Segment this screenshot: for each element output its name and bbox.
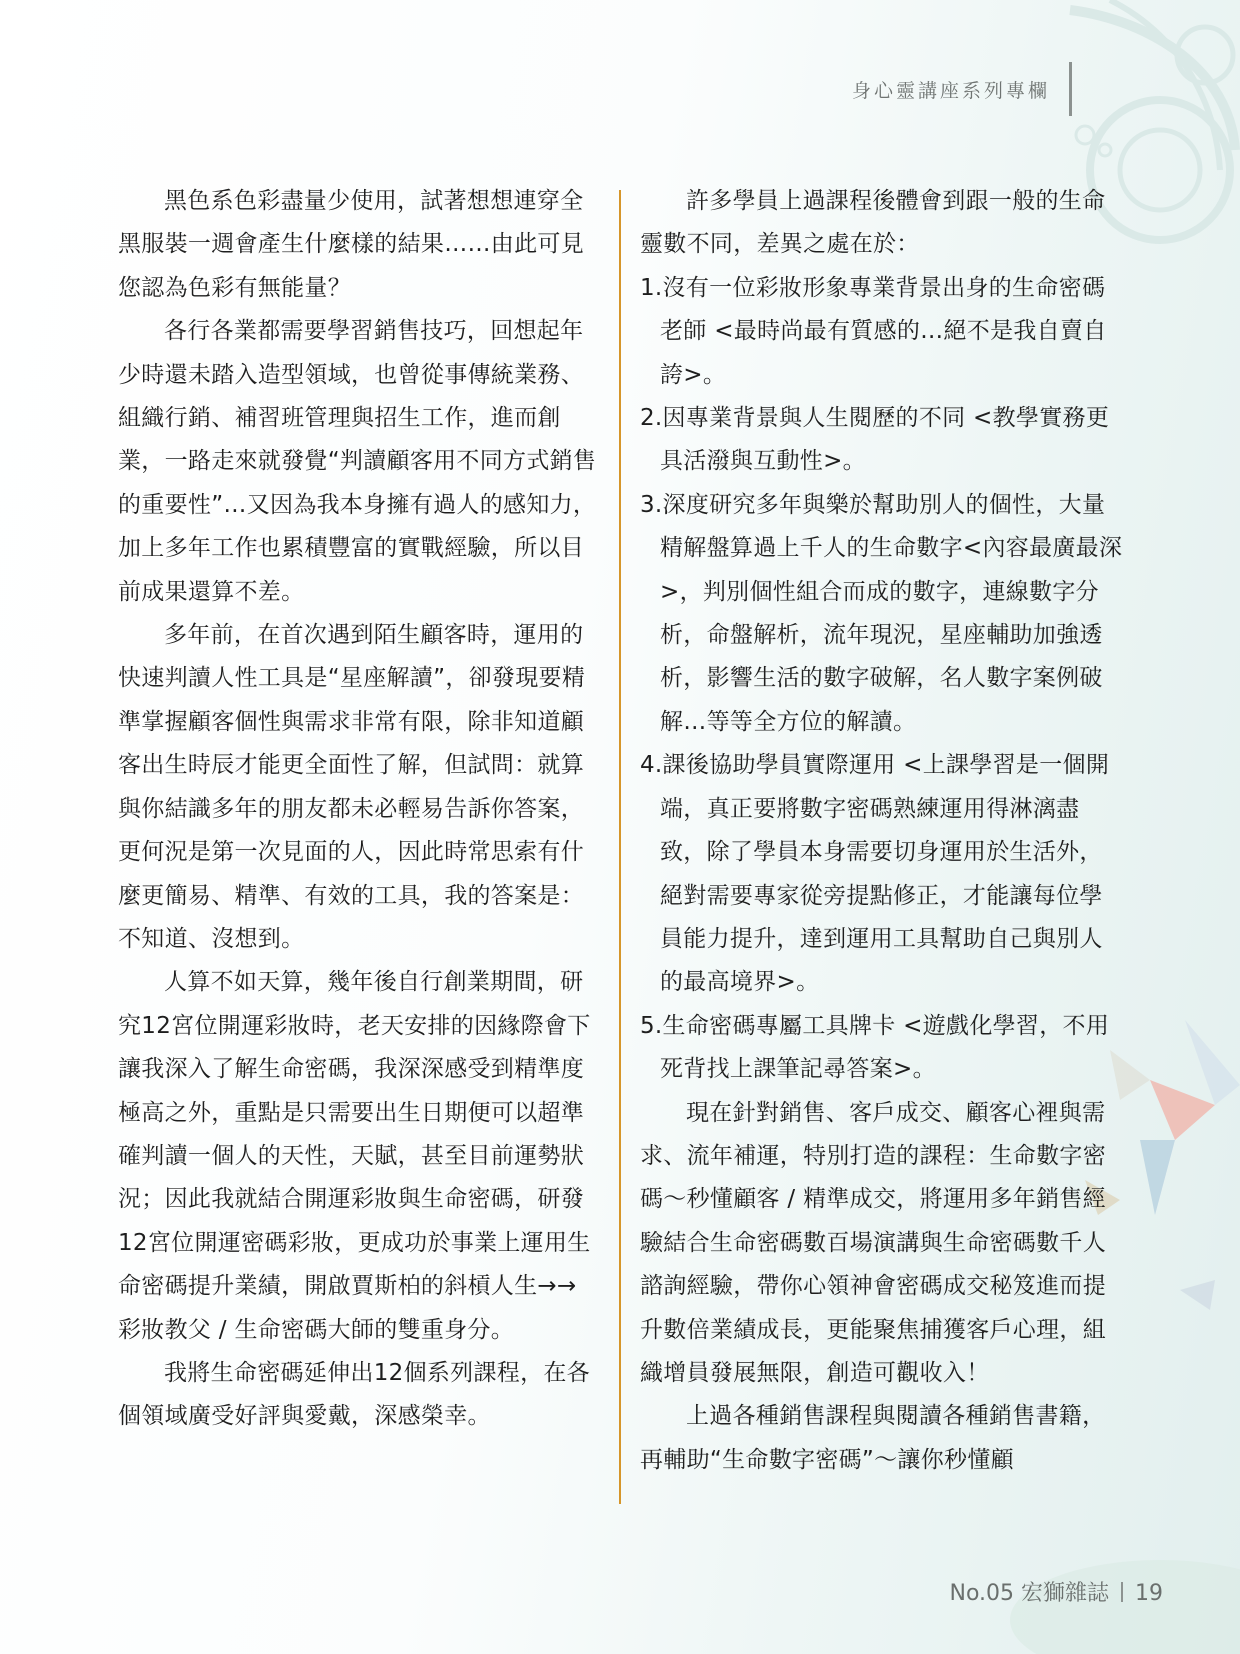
paragraph: 上過各種銷售課程與閱讀各種銷售書籍，再輔助“生命數字密碼”～讓你秒懂顧 (640, 1403, 1106, 1473)
left-column (118, 180, 598, 1439)
paragraph: 黑色系色彩盡量少使用，試著想想連穿全黑服裝一週會產生什麼樣的結果……由此可見您認為色彩有無能量？ (118, 188, 584, 301)
header-rule (1069, 62, 1072, 116)
list-item: 2.因專業背景與人生閱歷的不同 <教學實務更具活潑與互動性>。 (640, 405, 1110, 475)
list-item: 4.課後協助學員實際運用 <上課學習是一個開端，真正要將數字密碼熟練運用得淋漓盡致，除了學員本身需要切身運用於生活外，絕對需要專家從旁提點修正，才能讓每位學員能力提升，達到運用工具幫助自己與別人的最高境界>。 (640, 752, 1110, 996)
footer-separator (1121, 1582, 1123, 1602)
column-divider (619, 190, 621, 1504)
section-title: 身心靈講座系列專欄 (851, 80, 1050, 102)
bottom-glow (1010, 1560, 1240, 1654)
pinwheel-art (1110, 1020, 1240, 1215)
paragraph: 各行各業都需要學習銷售技巧，回想起年少時還未踏入造型領域，也曾從事傳統業務、組織行銷、補習班管理與招生工作，進而創業，一路走來就發覺“判讀顧客用不同方式銷售的重要性”…又因為我本身擁有過人的感知力，加上多年工作也累積豐富的實戰經驗，所以目前成果還算不差。 (118, 318, 597, 605)
paragraph: 人算不如天算，幾年後自行創業期間，研究12宮位開運彩妝時，老天安排的因緣際會下讓我深入了解生命密碼，我深深感受到精準度極高之外，重點是只需要出生日期便可以超準確判讀一個人的天性，天賦，甚至目前運勢狀況；因此我就結合開運彩妝與生命密碼，研發12宮位開運密碼彩妝，更成功於事業上運用生命密碼提升業績，開啟賈斯柏的斜槓人生→→彩妝教父 / 生命密碼大師的雙重身分。 (118, 969, 591, 1343)
paragraph: 許多學員上過課程後體會到跟一般的生命靈數不同，差異之處在於： (640, 188, 1106, 258)
list-item: 5.生命密碼專屬工具牌卡 <遊戲化學習，不用死背找上課筆記尋答案>。 (640, 1012, 1110, 1083)
page-number: 19 (1135, 1581, 1163, 1606)
list-item: 3.深度研究多年與樂於幫助別人的個性，大量精解盤算過上千人的生命數字<內容最廣最深>，判別個性組合而成的數字，連線數字分析，命盤解析，流年現況，星座輔助加強透析，影響生活的數字破解，名人數字案例破解…等等全方位的解讀。 (640, 491, 1123, 735)
paragraph: 多年前，在首次遇到陌生顧客時，運用的快速判讀人性工具是“星座解讀”，卻發現要精準掌握顧客個性與需求非常有限，除非知道顧客出生時辰才能更全面性了解，但試問：就算與你結識多年的朋友都未必輕易告訴你答案，更何況是第一次見面的人，因此時常思索有什麼更簡易、精準、有效的工具，我的答案是：不知道、沒想到。 (118, 622, 586, 952)
issue-label: No.05 宏獅雜誌 (949, 1581, 1109, 1606)
page-footer (949, 1576, 1163, 1607)
right-column (640, 180, 1124, 1482)
paragraph: 我將生命密碼延伸出12個系列課程，在各個領域廣受好評與愛戴，深感榮幸。 (118, 1359, 590, 1430)
paragraph: 現在針對銷售、客戶成交、顧客心裡與需求、流年補運，特別打造的課程：生命數字密碼～秒懂顧客 / 精準成交，將運用多年銷售經驗結合生命密碼數百場演講與生命密碼數千人諮詢經驗，帶你心領神會密碼成交秘笈進而提升數倍業績成長，更能聚焦捕獲客戶心理，組織增員發展無限，創造可觀收入！ (640, 1099, 1106, 1386)
list-item: 1.沒有一位彩妝形象專業背景出身的生命密碼老師 <最時尚最有質感的…絕不是我自賣自誇>。 (640, 274, 1107, 388)
